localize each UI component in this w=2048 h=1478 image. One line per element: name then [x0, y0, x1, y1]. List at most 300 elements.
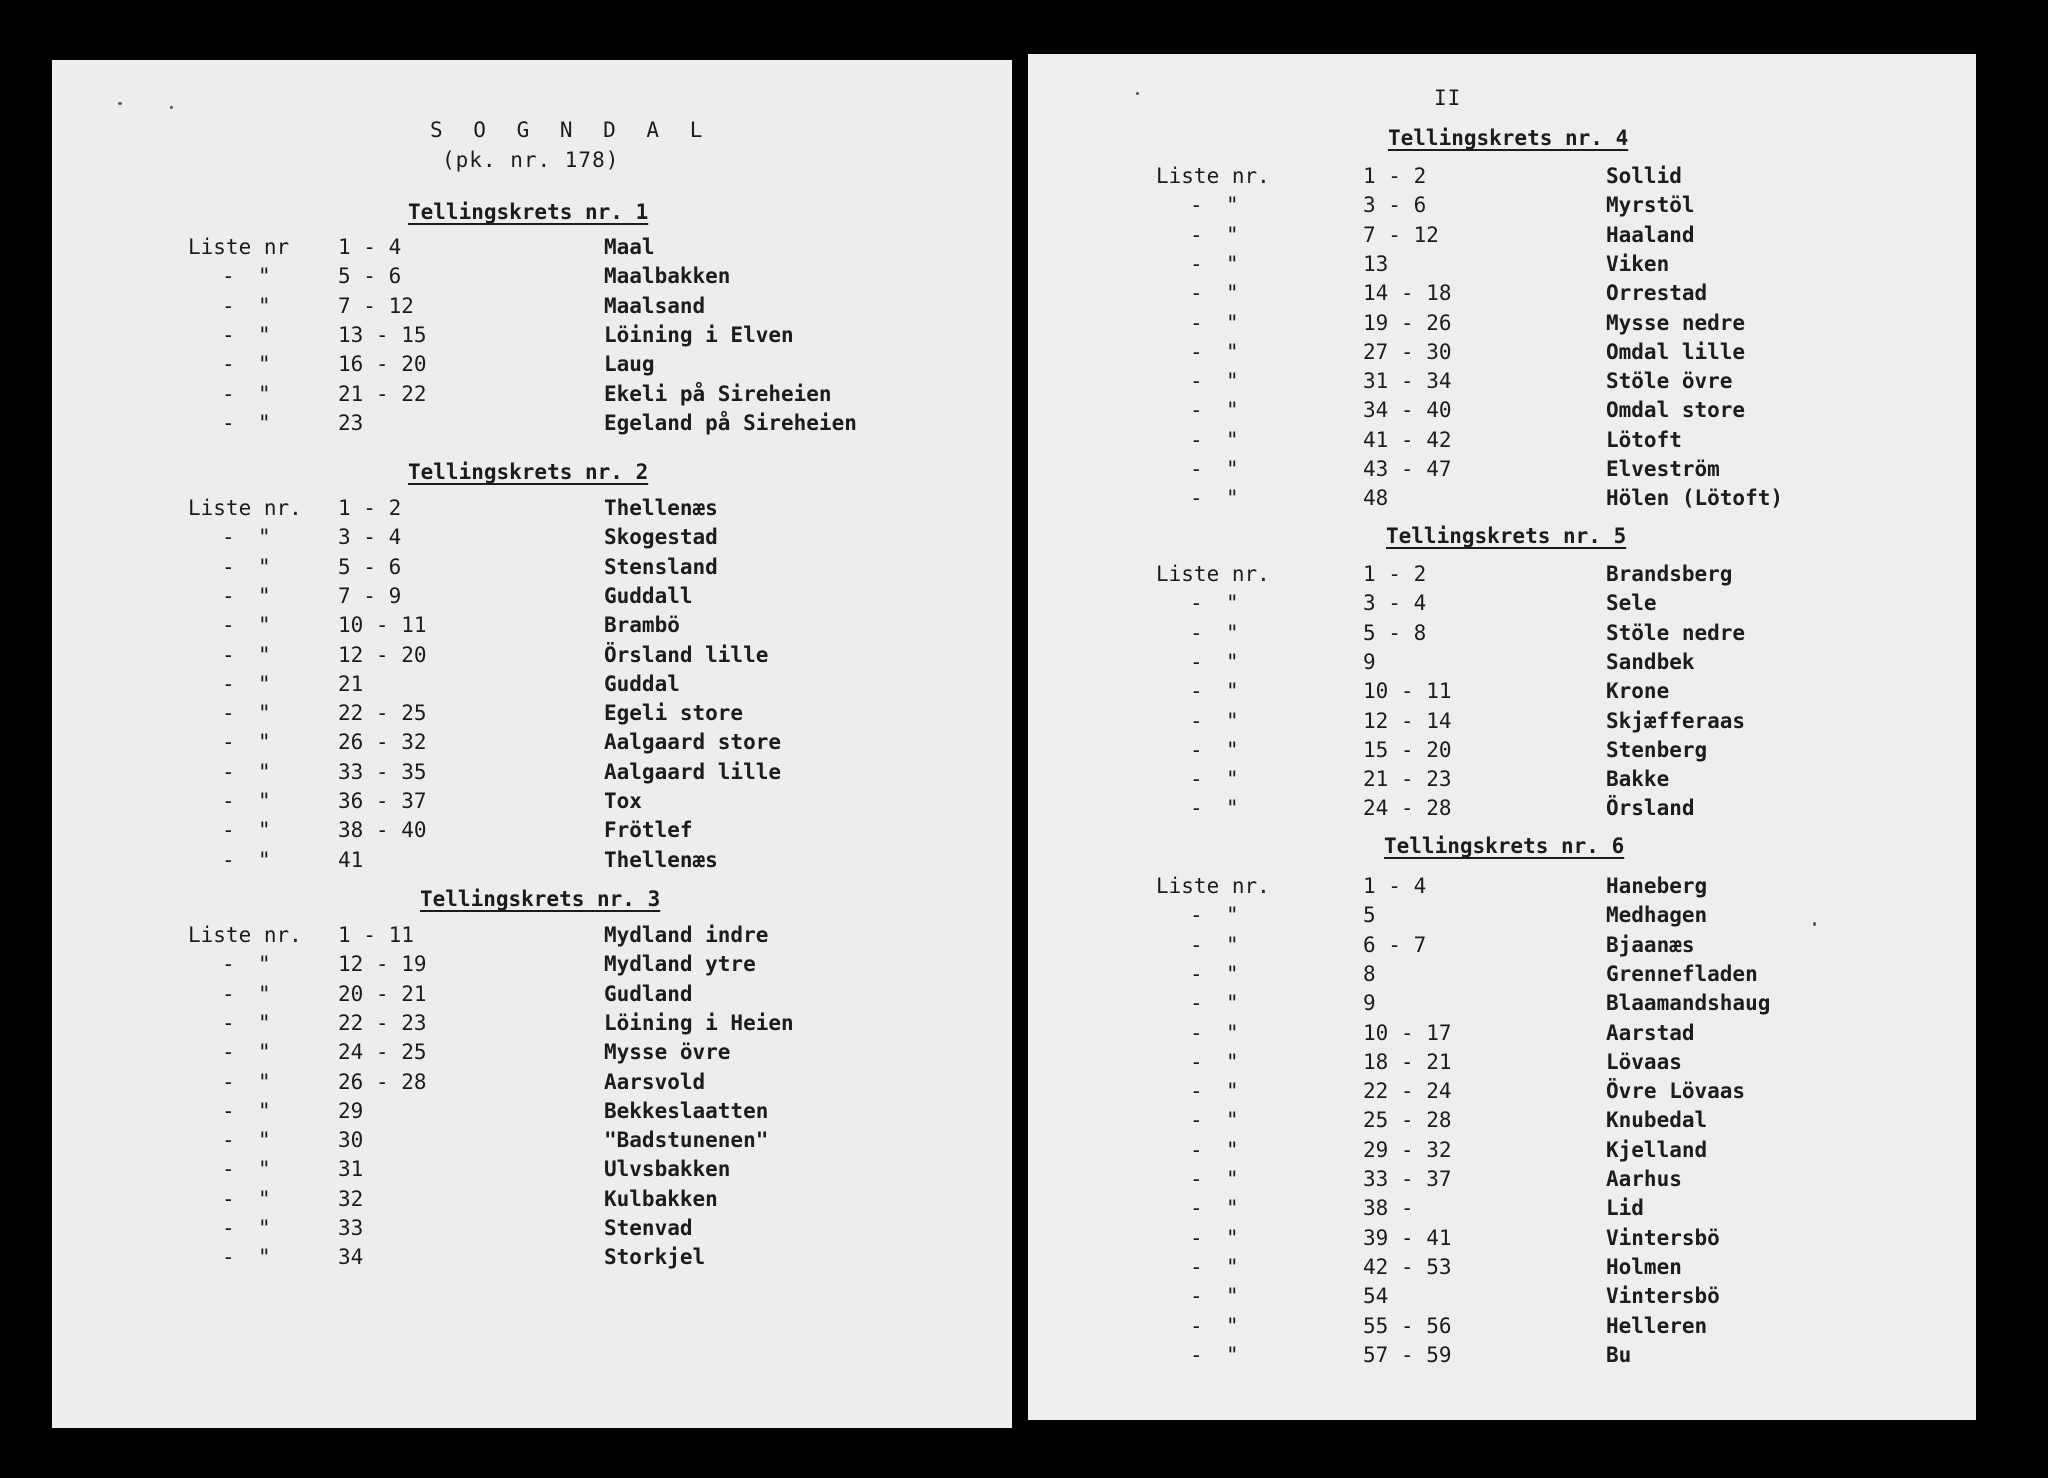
place-name: Bjaanæs — [1606, 932, 1695, 957]
list-range: 33 - 37 — [1363, 1167, 1452, 1191]
place-name: Örsland — [1606, 796, 1695, 821]
dash-mark: - — [222, 759, 235, 784]
place-name: Grennefladen — [1606, 961, 1758, 986]
place-name: Mydland ytre — [604, 952, 756, 977]
list-row — [1028, 1255, 1976, 1284]
list-range: 5 - 6 — [338, 264, 402, 289]
list-range: 19 - 26 — [1363, 310, 1452, 335]
list-row — [52, 672, 1012, 701]
ditto-mark: " — [258, 583, 271, 608]
list-range: 21 - 22 — [338, 381, 427, 406]
dash-mark: - — [1190, 281, 1203, 306]
list-row — [52, 352, 1012, 381]
place-name: Myrstöl — [1606, 193, 1695, 218]
place-name: Holmen — [1606, 1254, 1682, 1279]
list-row — [1028, 679, 1976, 708]
list-range: 54 — [1363, 1284, 1389, 1309]
place-name: Guddal — [604, 671, 680, 696]
place-name: Blaamandshaug — [1606, 991, 1771, 1016]
place-name: Krone — [1606, 679, 1670, 704]
list-row — [52, 382, 1012, 411]
dash-mark: - — [1190, 251, 1203, 276]
list-range: 30 — [338, 1128, 364, 1153]
list-row — [1028, 991, 1976, 1020]
list-row — [1028, 1050, 1976, 1079]
row-label: Liste nr — [188, 235, 290, 259]
place-name: Lid — [1606, 1196, 1644, 1221]
list-row — [52, 323, 1012, 352]
ditto-mark: " — [1226, 620, 1239, 645]
place-name: Haneberg — [1606, 874, 1708, 898]
place-name: Gudland — [604, 981, 693, 1006]
ditto-mark: " — [1226, 708, 1239, 733]
list-row — [1028, 1138, 1976, 1167]
dash-mark: - — [1190, 398, 1203, 423]
section-title: Tellingskrets nr. 2 — [408, 460, 649, 484]
ditto-mark: " — [1226, 1049, 1239, 1074]
dash-mark: - — [1190, 737, 1203, 762]
dash-mark: - — [222, 671, 235, 696]
dash-mark: - — [222, 1098, 235, 1123]
ditto-mark: " — [1226, 1020, 1239, 1045]
dash-mark: - — [222, 1040, 235, 1065]
page-title: S O G N D A L — [430, 118, 712, 142]
ditto-mark: " — [1226, 1313, 1239, 1338]
list-row — [52, 643, 1012, 672]
list-row — [52, 982, 1012, 1011]
list-row — [52, 952, 1012, 981]
dash-mark: - — [1190, 486, 1203, 511]
dash-mark: - — [222, 1128, 235, 1153]
list-row — [1028, 457, 1976, 486]
ditto-mark: " — [1226, 649, 1239, 674]
place-name: Kulbakken — [604, 1186, 718, 1211]
place-name: Stensland — [604, 554, 718, 579]
dash-mark: - — [222, 1010, 235, 1035]
list-row — [1028, 709, 1976, 738]
list-row — [52, 1157, 1012, 1186]
ditto-mark: " — [1226, 1108, 1239, 1133]
dash-mark: - — [1190, 1284, 1203, 1309]
list-row — [1028, 933, 1976, 962]
dash-mark: - — [1190, 767, 1203, 792]
place-name: Vintersbö — [1606, 1225, 1720, 1250]
list-row — [1028, 486, 1976, 515]
list-row — [52, 235, 1012, 264]
list-row — [1028, 1226, 1976, 1255]
list-range: 14 - 18 — [1363, 281, 1452, 306]
list-range: 9 — [1363, 649, 1376, 674]
list-row — [1028, 562, 1976, 591]
place-name: Medhagen — [1606, 903, 1708, 928]
list-range: 13 — [1363, 251, 1389, 276]
place-name: Övre Lövaas — [1606, 1079, 1746, 1104]
list-row — [52, 923, 1012, 952]
place-name: Aalgaard lille — [604, 759, 782, 784]
place-name: Löining i Heien — [604, 1010, 794, 1035]
list-range: 22 - 23 — [338, 1010, 427, 1035]
place-name: Egeland på Sireheien — [604, 410, 857, 435]
dash-mark: - — [222, 1069, 235, 1094]
ditto-mark: " — [1226, 193, 1239, 218]
ditto-mark: " — [1226, 369, 1239, 394]
ditto-mark: " — [258, 671, 271, 696]
ditto-mark: " — [1226, 932, 1239, 957]
list-range: 32 — [338, 1186, 364, 1211]
place-name: Thellenæs — [604, 496, 718, 520]
list-row — [52, 848, 1012, 877]
list-row — [1028, 1079, 1976, 1108]
list-range: 33 - 35 — [338, 759, 427, 784]
ditto-mark: " — [1226, 281, 1239, 306]
list-range: 22 - 24 — [1363, 1079, 1452, 1104]
dash-mark: - — [1190, 1225, 1203, 1250]
place-name: Vintersbö — [1606, 1284, 1720, 1309]
place-name: Stenvad — [604, 1216, 693, 1240]
list-range: 38 - 40 — [338, 818, 427, 843]
dash-mark: - — [222, 525, 235, 550]
ditto-mark: " — [258, 952, 271, 977]
place-name: Sollid — [1606, 164, 1682, 188]
list-range: 12 - 14 — [1363, 708, 1452, 733]
dash-mark: - — [222, 1245, 235, 1270]
ditto-mark: " — [1226, 767, 1239, 792]
list-range: 38 - — [1363, 1196, 1414, 1221]
list-range: 5 — [1363, 903, 1376, 928]
dash-mark: - — [1190, 1196, 1203, 1221]
list-row — [1028, 621, 1976, 650]
list-range: 8 — [1363, 961, 1376, 986]
place-name: Ulvsbakken — [604, 1157, 731, 1182]
dash-mark: - — [222, 381, 235, 406]
list-row — [1028, 252, 1976, 281]
list-range: 26 - 32 — [338, 730, 427, 755]
list-range: 1 - 2 — [1363, 562, 1427, 586]
list-range: 10 - 17 — [1363, 1020, 1452, 1045]
list-range: 26 - 28 — [338, 1069, 427, 1094]
list-range: 1 - 4 — [1363, 874, 1427, 898]
place-name: Örsland lille — [604, 642, 769, 667]
list-range: 1 - 2 — [1363, 164, 1427, 188]
place-name: Bakke — [1606, 767, 1670, 792]
place-name: Kjelland — [1606, 1137, 1708, 1162]
list-row — [1028, 962, 1976, 991]
place-name: Elveström — [1606, 457, 1720, 481]
dash-mark: - — [222, 642, 235, 667]
list-row — [1028, 1284, 1976, 1313]
list-row — [1028, 738, 1976, 767]
dash-mark: - — [222, 701, 235, 726]
list-row — [52, 1245, 1012, 1274]
place-name: Aarhus — [1606, 1167, 1682, 1191]
list-range: 13 - 15 — [338, 322, 427, 347]
row-label: Liste nr. — [1156, 874, 1270, 898]
dash-mark: - — [1190, 1342, 1203, 1367]
ditto-mark: " — [1226, 1137, 1239, 1162]
ditto-mark: " — [258, 1216, 271, 1240]
dash-mark: - — [222, 1157, 235, 1182]
place-name: Hölen (Lötoft) — [1606, 486, 1784, 511]
list-range: 57 - 59 — [1363, 1342, 1452, 1367]
ditto-mark: " — [1226, 1196, 1239, 1221]
ditto-mark: " — [1226, 1342, 1239, 1367]
list-row — [52, 555, 1012, 584]
dash-mark: - — [1190, 369, 1203, 394]
row-label: Liste nr. — [1156, 562, 1270, 586]
list-row — [1028, 428, 1976, 457]
place-name: Orrestad — [1606, 281, 1708, 306]
list-row — [52, 1099, 1012, 1128]
ditto-mark: " — [258, 1128, 271, 1153]
list-range: 55 - 56 — [1363, 1313, 1452, 1338]
ditto-mark: " — [258, 410, 271, 435]
list-range: 12 - 19 — [338, 952, 427, 977]
dash-mark: - — [1190, 1254, 1203, 1279]
place-name: Aalgaard store — [604, 730, 782, 755]
list-range: 31 - 34 — [1363, 369, 1452, 394]
place-name: Sandbek — [1606, 649, 1695, 674]
ditto-mark: " — [258, 642, 271, 667]
list-range: 12 - 20 — [338, 642, 427, 667]
place-name: Löining i Elven — [604, 322, 794, 347]
ditto-mark: " — [1226, 991, 1239, 1016]
place-name: Maalbakken — [604, 264, 731, 289]
list-row — [52, 730, 1012, 759]
list-range: 42 - 53 — [1363, 1254, 1452, 1279]
dash-mark: - — [1190, 649, 1203, 674]
ditto-mark: " — [1226, 1284, 1239, 1309]
dash-mark: - — [222, 789, 235, 813]
dash-mark: - — [222, 554, 235, 579]
row-label: Liste nr. — [1156, 164, 1270, 188]
list-range: 24 - 28 — [1363, 796, 1452, 821]
list-range: 29 - 32 — [1363, 1137, 1452, 1162]
section-title: Tellingskrets nr. 1 — [408, 200, 649, 224]
ditto-mark: " — [1226, 222, 1239, 247]
place-name: Bu — [1606, 1342, 1632, 1367]
dash-mark: - — [1190, 708, 1203, 733]
ink-speck — [1136, 92, 1139, 95]
place-name: Storkjel — [604, 1245, 706, 1270]
ditto-mark: " — [258, 1098, 271, 1123]
dash-mark: - — [1190, 193, 1203, 218]
list-range: 6 - 7 — [1363, 932, 1427, 957]
ditto-mark: " — [1226, 903, 1239, 928]
ditto-mark: " — [1226, 427, 1239, 452]
list-range: 34 - 40 — [1363, 398, 1452, 423]
dash-mark: - — [222, 322, 235, 347]
row-label: Liste nr. — [188, 496, 302, 520]
place-name: Skogestad — [604, 525, 718, 550]
list-row — [1028, 1167, 1976, 1196]
list-range: 29 — [338, 1098, 364, 1123]
dash-mark: - — [222, 847, 235, 872]
list-range: 7 - 12 — [1363, 222, 1439, 247]
ditto-mark: " — [258, 1186, 271, 1211]
list-row — [1028, 281, 1976, 310]
dash-mark: - — [1190, 1020, 1203, 1045]
list-range: 3 - 4 — [338, 525, 402, 550]
place-name: Mydland indre — [604, 923, 769, 947]
list-row — [1028, 1108, 1976, 1137]
place-name: Stöle nedre — [1606, 620, 1746, 645]
list-row — [52, 613, 1012, 642]
place-name: Brandsberg — [1606, 562, 1733, 586]
list-range: 41 — [338, 847, 364, 872]
list-range: 23 — [338, 410, 364, 435]
dash-mark: - — [222, 952, 235, 977]
dash-mark: - — [1190, 1167, 1203, 1191]
list-row — [1028, 796, 1976, 825]
dash-mark: - — [222, 1186, 235, 1211]
ink-speck — [118, 102, 122, 105]
list-row — [1028, 369, 1976, 398]
list-range: 39 - 41 — [1363, 1225, 1452, 1250]
place-name: Aarsvold — [604, 1069, 706, 1094]
list-range: 18 - 21 — [1363, 1049, 1452, 1074]
ditto-mark: " — [258, 701, 271, 726]
list-row — [52, 1040, 1012, 1069]
dash-mark: - — [1190, 961, 1203, 986]
ditto-mark: " — [258, 1245, 271, 1270]
place-name: Lövaas — [1606, 1049, 1682, 1074]
list-range: 5 - 6 — [338, 554, 402, 579]
ditto-mark: " — [258, 818, 271, 843]
list-range: 43 - 47 — [1363, 457, 1452, 481]
dash-mark: - — [222, 352, 235, 377]
ditto-mark: " — [258, 293, 271, 318]
dash-mark: - — [1190, 903, 1203, 928]
ditto-mark: " — [1226, 737, 1239, 762]
left-page — [52, 60, 1012, 1428]
place-name: Laug — [604, 352, 655, 377]
place-name: Skjæfferaas — [1606, 708, 1746, 733]
place-name: Ekeli på Sireheien — [604, 381, 832, 406]
dash-mark: - — [222, 1216, 235, 1240]
place-name: Stenberg — [1606, 737, 1708, 762]
page-number: II — [1434, 86, 1462, 110]
place-name: Sele — [1606, 591, 1657, 616]
ditto-mark: " — [258, 554, 271, 579]
dash-mark: - — [1190, 427, 1203, 452]
list-range: 7 - 9 — [338, 583, 402, 608]
place-name: Stöle övre — [1606, 369, 1733, 394]
place-name: Lötoft — [1606, 427, 1682, 452]
place-name: Maal — [604, 235, 655, 259]
dash-mark: - — [222, 264, 235, 289]
dash-mark: - — [1190, 310, 1203, 335]
section-title: Tellingskrets nr. 4 — [1388, 126, 1629, 150]
ditto-mark: " — [258, 613, 271, 638]
list-row — [52, 1070, 1012, 1099]
dash-mark: - — [1190, 1079, 1203, 1104]
list-row — [1028, 311, 1976, 340]
list-row — [1028, 874, 1976, 903]
list-row — [1028, 398, 1976, 427]
dash-mark: - — [1190, 457, 1203, 481]
place-name: Mysse övre — [604, 1040, 731, 1065]
dash-mark: - — [222, 583, 235, 608]
list-row — [1028, 903, 1976, 932]
place-name: Egeli store — [604, 701, 744, 726]
place-name: Frötlef — [604, 818, 693, 843]
list-range: 48 — [1363, 486, 1389, 511]
list-range: 21 — [338, 671, 364, 696]
list-range: 3 - 4 — [1363, 591, 1427, 616]
place-name: Tox — [604, 789, 642, 813]
dash-mark: - — [1190, 222, 1203, 247]
list-row — [52, 818, 1012, 847]
dash-mark: - — [222, 613, 235, 638]
dash-mark: - — [222, 730, 235, 755]
place-name: Knubedal — [1606, 1108, 1708, 1133]
ditto-mark: " — [258, 352, 271, 377]
list-row — [52, 789, 1012, 818]
section-title: Tellingskrets nr. 6 — [1384, 834, 1625, 858]
place-name: Aarstad — [1606, 1020, 1695, 1045]
list-range: 21 - 23 — [1363, 767, 1452, 792]
list-range: 5 - 8 — [1363, 620, 1427, 645]
list-range: 10 - 11 — [1363, 679, 1452, 704]
list-row — [52, 496, 1012, 525]
list-row — [1028, 164, 1976, 193]
list-range: 1 - 11 — [338, 923, 414, 947]
list-row — [52, 525, 1012, 554]
dash-mark: - — [222, 293, 235, 318]
ditto-mark: " — [258, 847, 271, 872]
place-name: Brambö — [604, 613, 680, 638]
list-range: 20 - 21 — [338, 981, 427, 1006]
list-row — [52, 701, 1012, 730]
list-range: 1 - 2 — [338, 496, 402, 520]
list-row — [1028, 340, 1976, 369]
section-title: Tellingskrets nr. 3 — [420, 887, 661, 911]
list-row — [1028, 1314, 1976, 1343]
dash-mark: - — [1190, 591, 1203, 616]
ditto-mark: " — [1226, 961, 1239, 986]
dash-mark: - — [222, 981, 235, 1006]
list-range: 41 - 42 — [1363, 427, 1452, 452]
list-range: 34 — [338, 1245, 364, 1270]
ditto-mark: " — [1226, 1254, 1239, 1279]
ditto-mark: " — [1226, 591, 1239, 616]
ditto-mark: " — [1226, 1079, 1239, 1104]
ditto-mark: " — [1226, 796, 1239, 821]
list-row — [52, 584, 1012, 613]
ditto-mark: " — [258, 789, 271, 813]
list-row — [1028, 650, 1976, 679]
ditto-mark: " — [258, 759, 271, 784]
place-name: Haaland — [1606, 222, 1695, 247]
list-range: 3 - 6 — [1363, 193, 1427, 218]
list-range: 25 - 28 — [1363, 1108, 1452, 1133]
row-label: Liste nr. — [188, 923, 302, 947]
list-row — [1028, 1343, 1976, 1372]
list-row — [1028, 193, 1976, 222]
list-row — [52, 1128, 1012, 1157]
list-row — [1028, 1021, 1976, 1050]
dash-mark: - — [1190, 1137, 1203, 1162]
place-name: Omdal lille — [1606, 339, 1746, 364]
dash-mark: - — [222, 410, 235, 435]
dash-mark: - — [1190, 1313, 1203, 1338]
ditto-mark: " — [258, 981, 271, 1006]
place-name: Maalsand — [604, 293, 706, 318]
ditto-mark: " — [258, 1010, 271, 1035]
dash-mark: - — [1190, 679, 1203, 704]
dash-mark: - — [1190, 1108, 1203, 1133]
section-title: Tellingskrets nr. 5 — [1386, 524, 1627, 548]
